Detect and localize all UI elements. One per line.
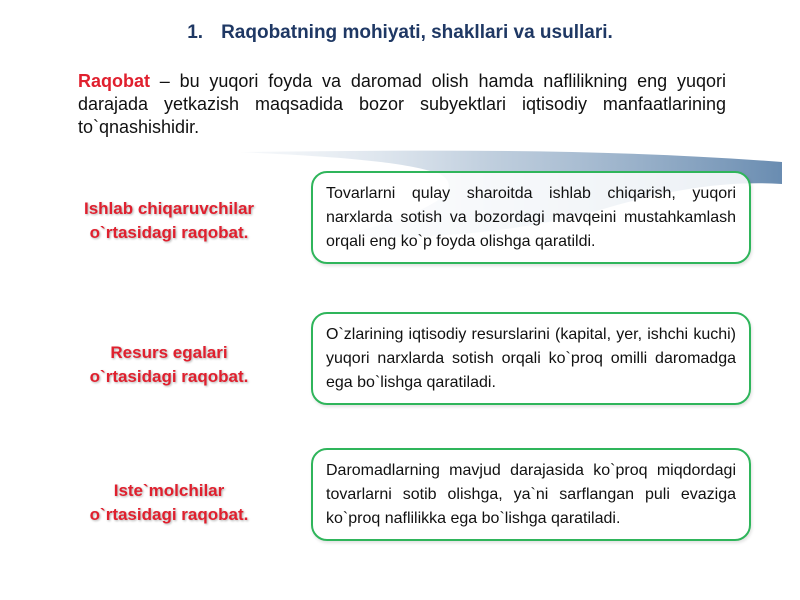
label-consumers: [55, 479, 283, 527]
label-line: o`rtasidagi raqobat.: [89, 367, 249, 386]
description-text: Daromadlarning mavjud darajasida ko`proq miqdordagi tovarlarni sotib olishga, ya`ni sarflangan puli evaziga ko`proq naflilikka ega bo`lishga qaratiladi.: [326, 462, 736, 527]
description-box-resource-owners: [311, 312, 751, 405]
label-line: Resurs egalari: [110, 343, 228, 362]
definition-term: Raqobat: [78, 71, 150, 91]
slide-title: [0, 22, 800, 44]
label-line: Iste`molchilar: [113, 481, 225, 500]
label-line: o`rtasidagi raqobat.: [89, 505, 249, 524]
description-box-producers: [311, 171, 751, 264]
definition-text: – bu yuqori foyda va daromad olish hamda naflilikning eng yuqori darajada yetkazish maqsadida bozor subyektlari iqtisodiy manfaatlarining to`qnashishidir.: [78, 71, 726, 137]
title-number: 1.: [187, 22, 204, 43]
description-text: O`zlarining iqtisodiy resurslarini (kapital, yer, ishchi kuchi) yuqori narxlarda sotish orqali ko`proq omilli daromadga ega bo`lishga qaratiladi.: [326, 326, 736, 391]
label-line: Ishlab chiqaruvchilar: [83, 199, 255, 218]
title-text: Raqobatning mohiyati, shakllari va usullari.: [221, 22, 613, 43]
description-text: Tovarlarni qulay sharoitda ishlab chiqarish, yuqori narxlarda sotish va bozordagi mavqeini mustahkamlash orqali eng ko`p foyda olishga qaratildi.: [326, 185, 736, 250]
definition-paragraph: [78, 70, 726, 139]
label-resource-owners: [55, 341, 283, 389]
label-line: o`rtasidagi raqobat.: [89, 223, 249, 242]
label-producers: [55, 197, 283, 245]
description-box-consumers: [311, 448, 751, 541]
